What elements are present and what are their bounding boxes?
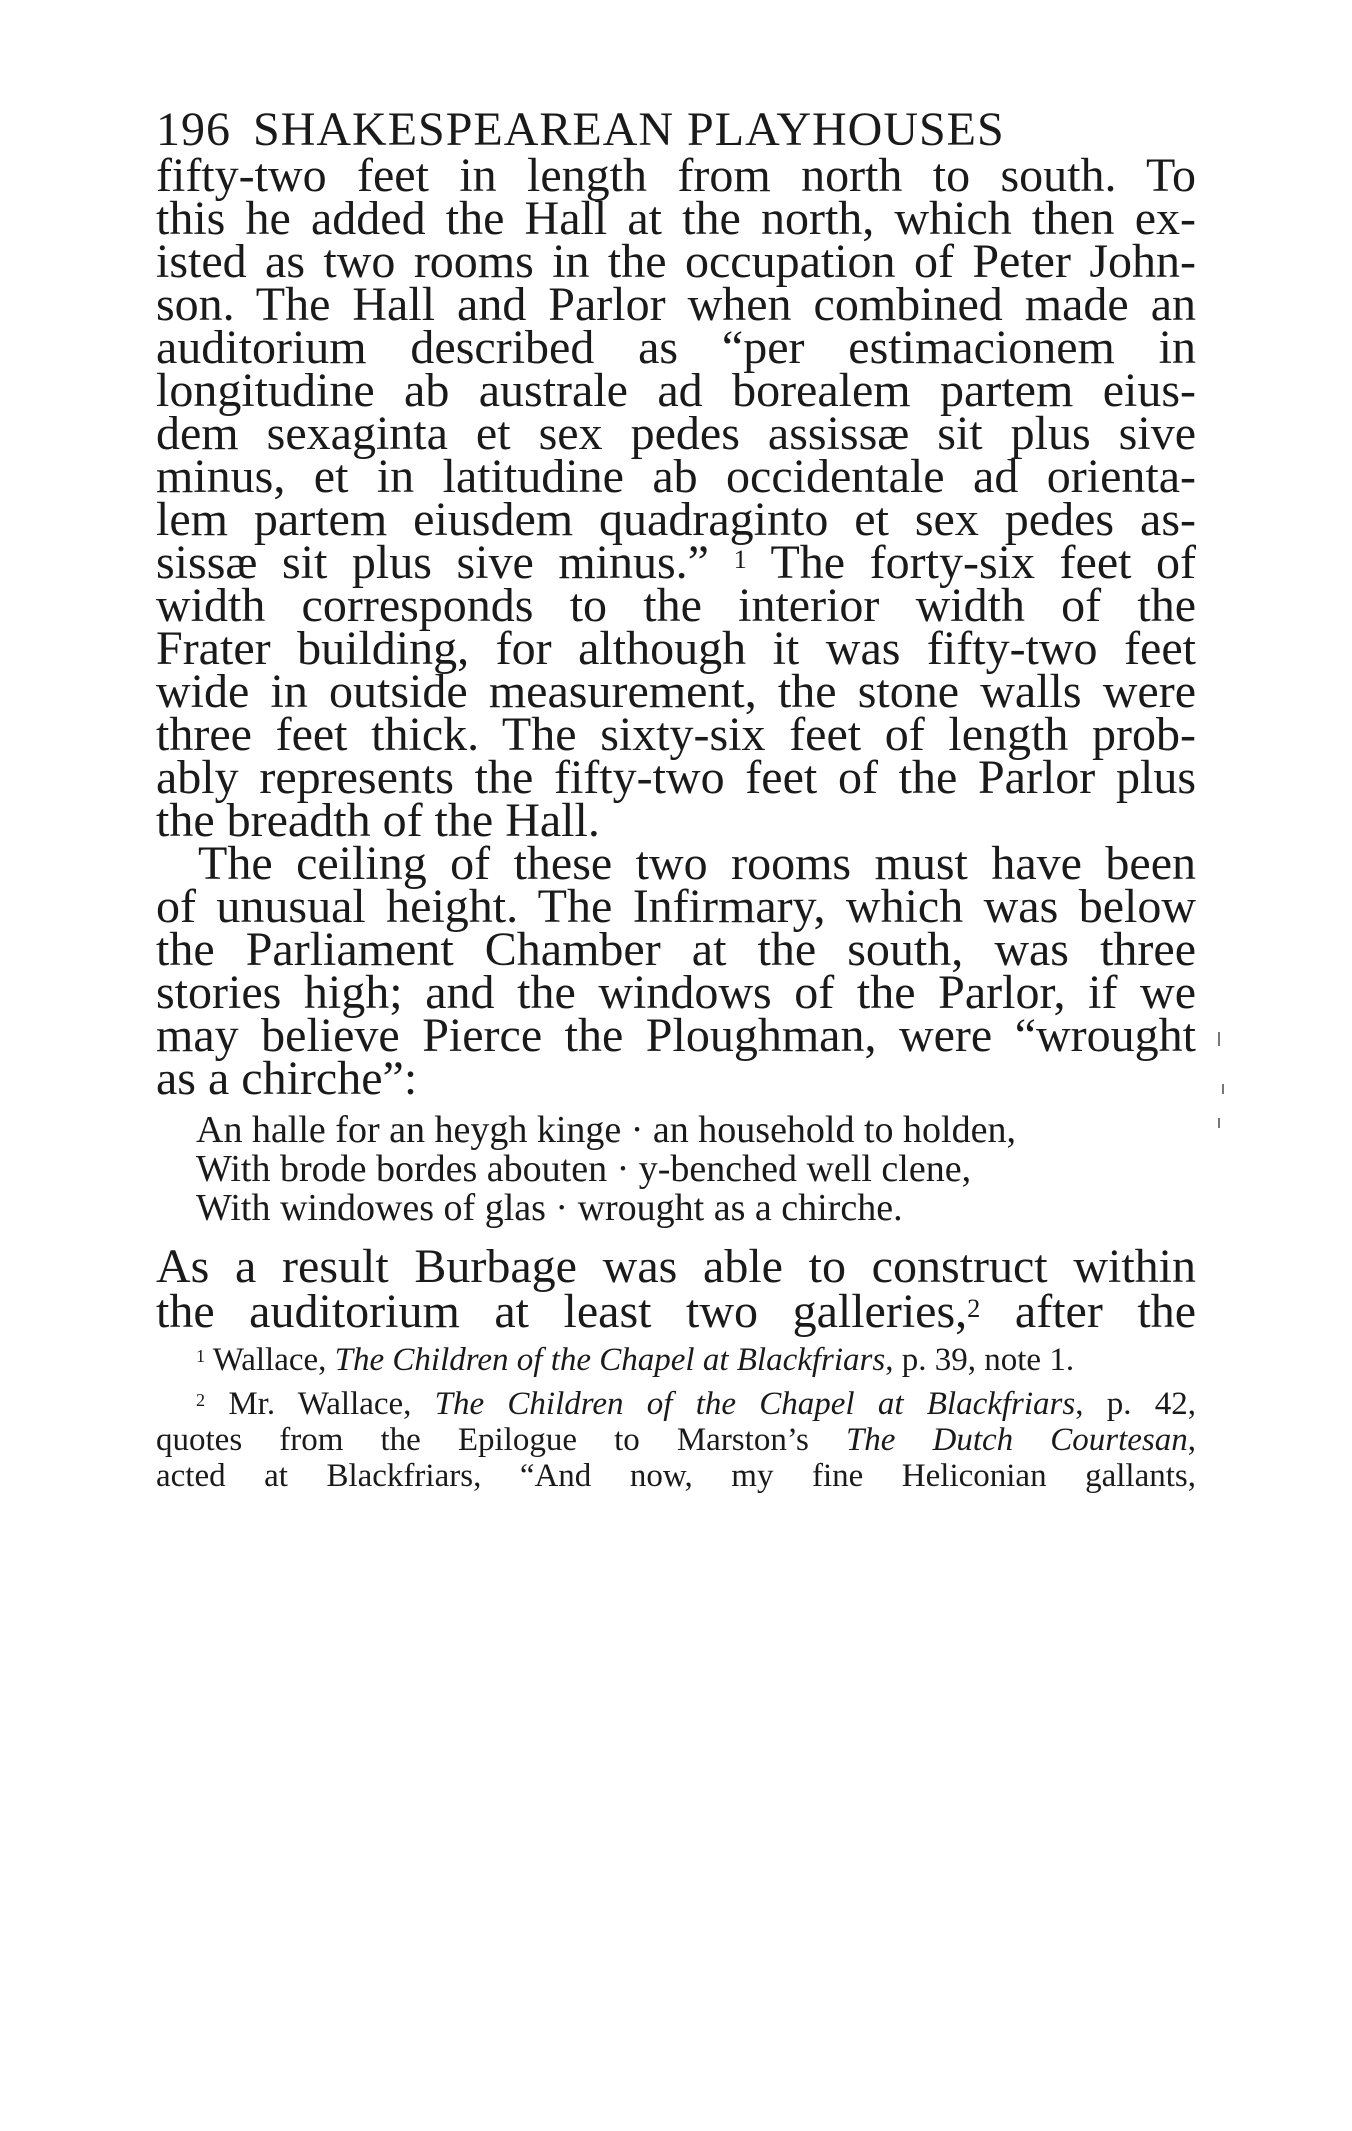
text-line: auditorium described as “per estimacionem in [156, 321, 1196, 374]
text-line: son. The Hall and Parlor when combined made an [156, 278, 1196, 331]
text-line: fifty-two feet in length from north to south. To [156, 149, 1196, 202]
text-line: this he added the Hall at the north, which then ex- [156, 192, 1196, 245]
paragraph-first-line: The ceiling of these two rooms must have been [198, 837, 1196, 890]
running-title: SHAKESPEAREAN PLAYHOUSES [253, 103, 1005, 156]
footnote-text: quotes from the Epilogue to Marston’s [156, 1422, 809, 1458]
footnote-2-line-3: acted at Blackfriars, “And now, my fine Heliconian gallants, [156, 1458, 1196, 1494]
text-segment: sissæ sit plus sive minus.” [156, 536, 709, 589]
text-line: As a result Burbage was able to construct within [156, 1240, 1196, 1293]
footnote-number: 2 [196, 1390, 206, 1410]
text-segment: The forty-six feet of [770, 536, 1197, 589]
footnote-text: , p. 42, [1075, 1386, 1196, 1422]
footnote-1 [156, 1338, 1196, 1382]
text-line: longitudine ab australe ad borealem partem eius- [156, 364, 1196, 417]
text-line: ably represents the fifty-two feet of the Parlor plus [156, 751, 1196, 804]
text-line: three feet thick. The sixty-six feet of length prob- [156, 708, 1196, 761]
text-segment: the auditorium at least two galleries, [156, 1285, 968, 1338]
text-line: width corresponds to the interior width of the [156, 579, 1196, 632]
footnote-text: , p. 39, note 1. [885, 1342, 1075, 1378]
footnote-ref-1: 1 [733, 544, 747, 574]
verse-line: With brode bordes abouten · y-benched well clene, [196, 1148, 972, 1190]
text-line: as a chirche”: [156, 1052, 418, 1105]
text-line: Frater building, for although it was fifty-two feet [156, 622, 1196, 675]
text-line: of unusual height. The Infirmary, which was below [156, 880, 1196, 933]
text-line: isted as two rooms in the occupation of Peter John- [156, 235, 1196, 288]
margin-mark [1222, 1084, 1224, 1094]
text-line: lem partem eiusdem quadraginto et sex pedes as- [156, 493, 1196, 546]
footnote-text: , [1187, 1422, 1197, 1458]
text-line: may believe Pierce the Ploughman, were “wrought [156, 1009, 1196, 1062]
text-line: the Parliament Chamber at the south, was three [156, 923, 1196, 976]
footnote-title: The Children of the Chapel at Blackfriars [334, 1342, 886, 1378]
footnote-number: 1 [196, 1346, 206, 1366]
page-number: 196 [156, 103, 231, 156]
text-segment: after the [1014, 1285, 1196, 1338]
margin-mark [1218, 1118, 1220, 1128]
text-line: stories high; and the windows of the Parlor, if we [156, 966, 1196, 1019]
text-line-with-footnote-ref [156, 1282, 1196, 1342]
footnote-title: The Children of the Chapel at Blackfriars [434, 1386, 1076, 1422]
text-line: dem sexaginta et sex pedes assissæ sit plus sive [156, 407, 1196, 460]
text-line: minus, et in latitudine ab occidentale ad orienta- [156, 450, 1196, 503]
footnote-ref-2: 2 [967, 1293, 981, 1323]
footnote-title: The Dutch Courtesan [845, 1422, 1188, 1458]
text-line: the breadth of the Hall. [156, 794, 600, 847]
verse-line: An halle for an heygh kinge · an household to holden, [196, 1109, 1016, 1151]
verse-line: With windowes of glas · wrought as a chirche. [196, 1187, 903, 1229]
text-line: wide in outside measurement, the stone walls were [156, 665, 1196, 718]
footnote-text: Mr. Wallace, [228, 1386, 412, 1422]
margin-mark [1218, 1032, 1220, 1046]
footnote-text: Wallace, [212, 1342, 327, 1378]
